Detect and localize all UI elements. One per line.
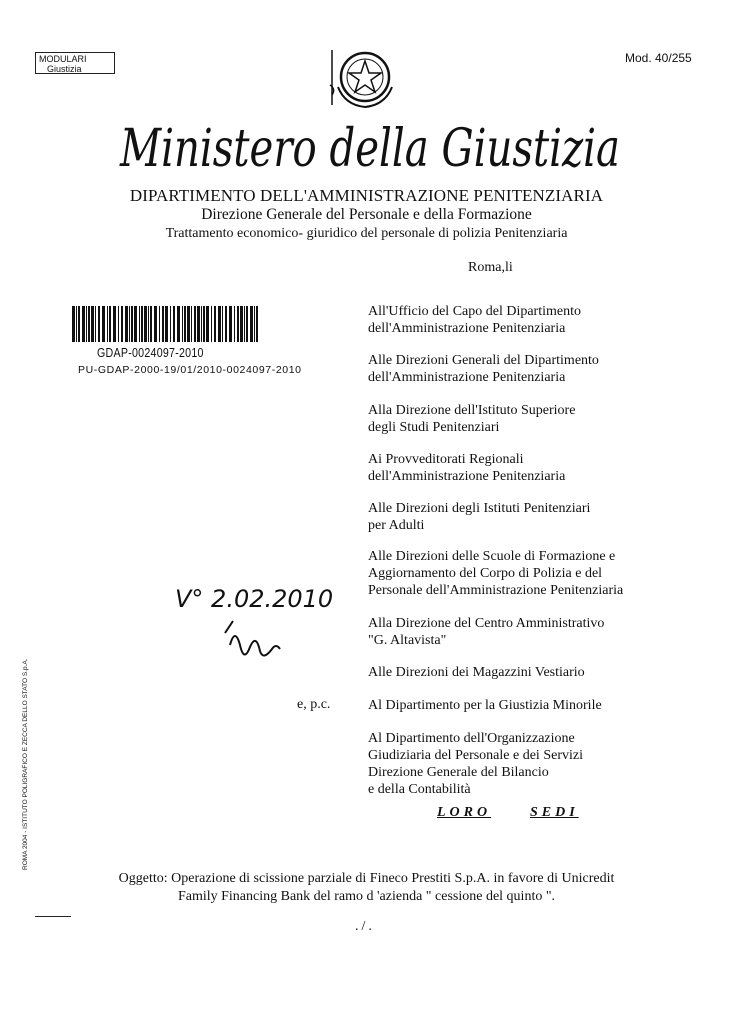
barcode-bar — [222, 306, 223, 342]
recipient-line: Aggiornamento del Corpo di Polizia e del — [368, 566, 603, 581]
barcode-bar — [76, 306, 77, 342]
barcode-bar — [98, 306, 100, 342]
recipient-line: Al Dipartimento per la Giustizia Minorile — [368, 698, 602, 713]
handwritten-annotation — [170, 575, 334, 685]
barcode-bar — [131, 306, 133, 342]
barcode-bar — [72, 306, 75, 342]
closing-loro: LORO — [437, 805, 492, 820]
barcode-bar — [250, 306, 253, 342]
recipient-block-6 — [368, 548, 698, 599]
modulari-stamp — [35, 52, 115, 74]
barcode-bar — [102, 306, 105, 342]
recipient-block-4 — [368, 451, 698, 485]
cc-recipient-block-1 — [368, 697, 698, 714]
barcode-bar — [78, 306, 80, 342]
barcode-bar — [144, 306, 147, 342]
barcode-bar — [86, 306, 87, 342]
barcode-bar — [182, 306, 183, 342]
closing-sedi: SEDI — [530, 805, 579, 820]
recipient-line: Alle Direzioni Generali del Dipartimento — [368, 353, 599, 368]
stamp-line-2: Giustizia — [47, 64, 82, 74]
barcode-bar — [95, 306, 96, 342]
barcode-bar — [88, 306, 90, 342]
barcode-bar — [187, 306, 190, 342]
barcode-bar — [197, 306, 200, 342]
barcode-bar — [148, 306, 149, 342]
barcode-bar — [141, 306, 143, 342]
recipient-line: dell'Amministrazione Penitenziaria — [368, 321, 566, 336]
barcode-bar — [159, 306, 160, 342]
subject-line-1: Oggetto: Operazione di scissione parziale di Fineco Prestiti S.p.A. in favore di Unicredit — [118, 871, 615, 886]
barcode-bar — [150, 306, 152, 342]
recipient-line: dell'Amministrazione Penitenziaria — [368, 370, 566, 385]
barcode-bar — [177, 306, 180, 342]
barcode-bar — [229, 306, 232, 342]
barcode-bar — [170, 306, 171, 342]
barcode-bar — [237, 306, 239, 342]
barcode-bar — [134, 306, 137, 342]
barcode-bar — [234, 306, 235, 342]
barcode-bar — [162, 306, 164, 342]
barcode-bar — [107, 306, 108, 342]
recipient-line: Direzione Generale del Bilancio — [368, 765, 549, 780]
barcode-bar — [244, 306, 245, 342]
barcode-bar — [91, 306, 94, 342]
form-code: Mod. 40/255 — [625, 51, 692, 65]
recipient-line: degli Studi Penitenziari — [368, 420, 500, 435]
subject — [0, 870, 733, 906]
recipient-line: Alla Direzione dell'Istituto Superiore — [368, 403, 576, 418]
ministry-heading — [110, 108, 630, 186]
barcode-bar — [154, 306, 157, 342]
recipient-block-1 — [368, 303, 698, 337]
place-date: Roma,li — [468, 260, 513, 275]
barcode-bar — [109, 306, 111, 342]
barcode-bar — [218, 306, 221, 342]
stamp-line-1: MODULARI — [39, 54, 87, 64]
recipient-block-7 — [368, 615, 698, 649]
protocol-number: GDAP-0024097-2010 — [97, 345, 204, 360]
cc-label: e, p.c. — [297, 697, 331, 712]
recipient-line: Alla Direzione del Centro Amministrativo — [368, 616, 605, 631]
recipient-line: per Adulti — [368, 518, 425, 533]
recipient-line: Ai Provveditorati Regionali — [368, 452, 524, 467]
barcode-bar — [256, 306, 258, 342]
cc-recipient-block-2 — [368, 730, 698, 798]
barcode-bar — [240, 306, 243, 342]
barcode-bar — [201, 306, 202, 342]
handwritten-date: V° 2.02.2010 — [175, 585, 334, 613]
printer-imprint: ROMA 2004 - ISTITUTO POLIGRAFICO E ZECCA DELLO STATO S.p.A. — [22, 658, 29, 870]
ministry-title: Ministero della Giustizia — [119, 119, 620, 179]
recipient-line: All'Ufficio del Capo del Dipartimento — [368, 304, 581, 319]
page-continuation-marker: ./. — [355, 919, 375, 934]
barcode-bar — [206, 306, 209, 342]
recipient-block-2 — [368, 352, 698, 386]
barcode-bar — [125, 306, 128, 342]
protocol-full: PU-GDAP-2000-19/01/2010-0024097-2010 — [78, 364, 302, 376]
protocol-barcode — [72, 306, 260, 342]
barcode-bar — [211, 306, 212, 342]
recipient-line: "G. Altavista" — [368, 633, 447, 648]
barcode-bar — [246, 306, 248, 342]
recipient-line: Alle Direzioni degli Istituti Penitenziari — [368, 501, 591, 516]
department-title: DIPARTIMENTO DELL'AMMINISTRAZIONE PENITENZIARIA — [129, 186, 604, 205]
barcode-bar — [165, 306, 168, 342]
barcode-bar — [121, 306, 123, 342]
recipient-block-8 — [368, 664, 698, 681]
recipient-line: Personale dell'Amministrazione Penitenziaria — [368, 583, 624, 598]
recipient-block-3 — [368, 402, 698, 436]
barcode-bar — [184, 306, 186, 342]
subject-line-2: Family Financing Bank del ramo d 'azienda " cessione del quinto ". — [177, 889, 556, 904]
barcode-bar — [113, 306, 116, 342]
divider — [35, 916, 71, 917]
barcode-bar — [82, 306, 85, 342]
recipient-line: dell'Amministrazione Penitenziaria — [368, 469, 566, 484]
recipient-line: Alle Direzioni dei Magazzini Vestiario — [368, 665, 585, 680]
recipient-line: Giudiziaria del Personale e dei Servizi — [368, 748, 583, 763]
recipient-line: e della Contabilità — [368, 782, 471, 797]
barcode-bar — [203, 306, 205, 342]
barcode-bar — [225, 306, 227, 342]
barcode-bar — [139, 306, 140, 342]
barcode-bar — [118, 306, 119, 342]
office-title: Trattamento economico- giuridico del personale di polizia Penitenziaria — [165, 226, 568, 241]
italian-republic-emblem-icon — [320, 45, 400, 115]
barcode-bar — [191, 306, 192, 342]
recipient-line: Al Dipartimento dell'Organizzazione — [368, 731, 575, 746]
recipient-line: Alle Direzioni delle Scuole di Formazione e — [368, 549, 616, 564]
barcode-bar — [129, 306, 130, 342]
barcode-bar — [173, 306, 175, 342]
barcode-bar — [254, 306, 255, 342]
barcode-bar — [194, 306, 196, 342]
recipient-block-5 — [368, 500, 698, 534]
barcode-bar — [214, 306, 216, 342]
directorate-title: Direzione Generale del Personale e della Formazione — [201, 206, 532, 223]
